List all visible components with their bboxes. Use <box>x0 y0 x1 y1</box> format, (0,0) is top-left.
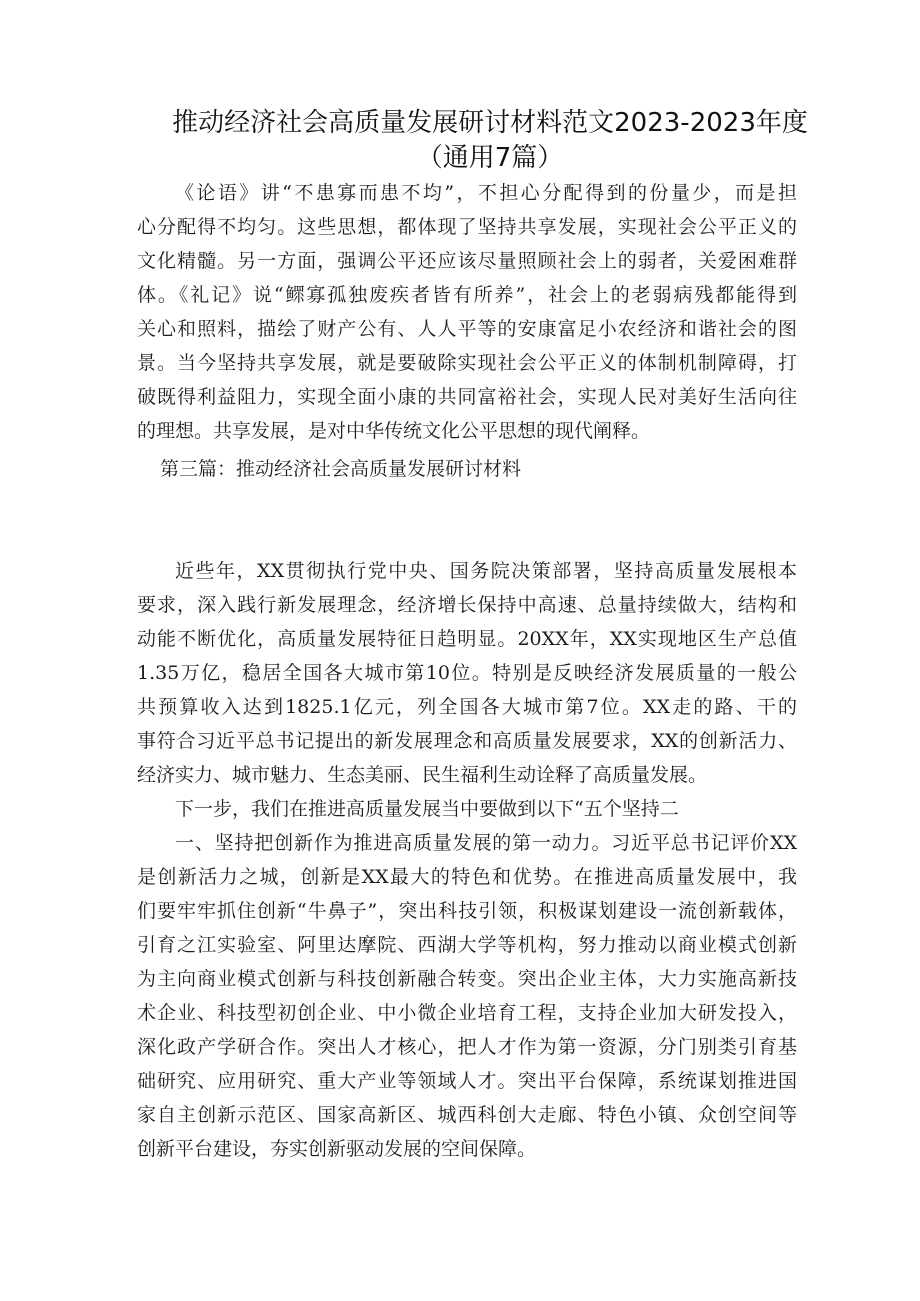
paragraph-line: 动能不断优化，高质量发展特征日趋明显。20XX年，XX实现地区生产总值 <box>137 628 797 650</box>
paragraph-line: 下一步，我们在推进高质量发展当中要做到以下“五个坚持二 <box>175 798 679 820</box>
paragraph-line: 景。当今坚持共享发展，就是要破除实现社会公平正义的体制机制障碍，打 <box>137 352 797 374</box>
paragraph-line: 的理想。共享发展，是对中华传统文化公平思想的现代阐释。 <box>137 420 651 442</box>
paragraph-line: 创新平台建设，夯实创新驱动发展的空间保障。 <box>137 1138 537 1160</box>
paragraph-line: 关心和照料，描绘了财产公有、人人平等的安康富足小农经济和谐社会的图 <box>137 318 797 340</box>
paragraph-line: 共预算收入达到1825.1亿元，列全国各大城市第7位。XX走的路、干的 <box>137 696 797 718</box>
paragraph-line: 经济实力、城市魅力、生态美丽、民生福利生动诠释了高质量发展。 <box>137 764 708 786</box>
paragraph-line: 1.35万亿，稳居全国各大城市第10位。特别是反映经济发展质量的一般公 <box>137 662 797 684</box>
paragraph-line: 是创新活力之城，创新是XX最大的特色和优势。在推进高质量发展中，我 <box>137 866 797 888</box>
paragraph-line: 们要牢牢抓住创新“牛鼻子”，突出科技引领，积极谋划建设一流创新载体， <box>137 900 797 922</box>
section-heading: 第三篇：推动经济社会高质量发展研讨材料 <box>160 458 522 480</box>
paragraph-line: 近些年，XX贯彻执行党中央、国务院决策部署，坚持高质量发展根本 <box>175 560 797 582</box>
paragraph-line: 心分配得不均匀。这些思想，都体现了坚持共享发展，实现社会公平正义的 <box>137 216 797 238</box>
paragraph-line: 要求，深入践行新发展理念，经济增长保持中高速、总量持续做大，结构和 <box>137 594 797 616</box>
document-subtitle: （通用7篇） <box>416 143 564 173</box>
paragraph-line: 深化政产学研合作。突出人才核心，把人才作为第一资源，分门别类引育基 <box>137 1036 797 1058</box>
paragraph-line: 术企业、科技型初创企业、中小微企业培育工程，支持企业加大研发投入， <box>137 1002 797 1024</box>
document-title: 推动经济社会高质量发展研讨材料范文2023-2023年度 <box>172 108 808 138</box>
paragraph-line: 破既得利益阻力，实现全面小康的共同富裕社会，实现人民对美好生活向往 <box>137 386 797 408</box>
paragraph-line: 引育之江实验室、阿里达摩院、西湖大学等机构，努力推动以商业模式创新 <box>137 934 797 956</box>
paragraph-line: 础研究、应用研究、重大产业等领域人才。突出平台保障，系统谋划推进国 <box>137 1070 797 1092</box>
paragraph-line: 家自主创新示范区、国家高新区、城西科创大走廊、特色小镇、众创空间等 <box>137 1104 797 1126</box>
paragraph-line: 《论语》讲“不患寡而患不均”，不担心分配得到的份量少，而是担 <box>175 182 797 204</box>
paragraph-line: 事符合习近平总书记提出的新发展理念和高质量发展要求，XX的创新活力、 <box>137 730 797 752</box>
paragraph-line: 为主向商业模式创新与科技创新融合转变。突出企业主体，大力实施高新技 <box>137 968 797 990</box>
paragraph-line: 体。《礼记》说“鳏寡孤独废疾者皆有所养”，社会上的老弱病残都能得到 <box>137 284 797 306</box>
paragraph-line: 一、坚持把创新作为推进高质量发展的第一动力。习近平总书记评价XX <box>175 832 797 854</box>
paragraph-line: 文化精髓。另一方面，强调公平还应该尽量照顾社会上的弱者，关爱困难群 <box>137 250 797 272</box>
